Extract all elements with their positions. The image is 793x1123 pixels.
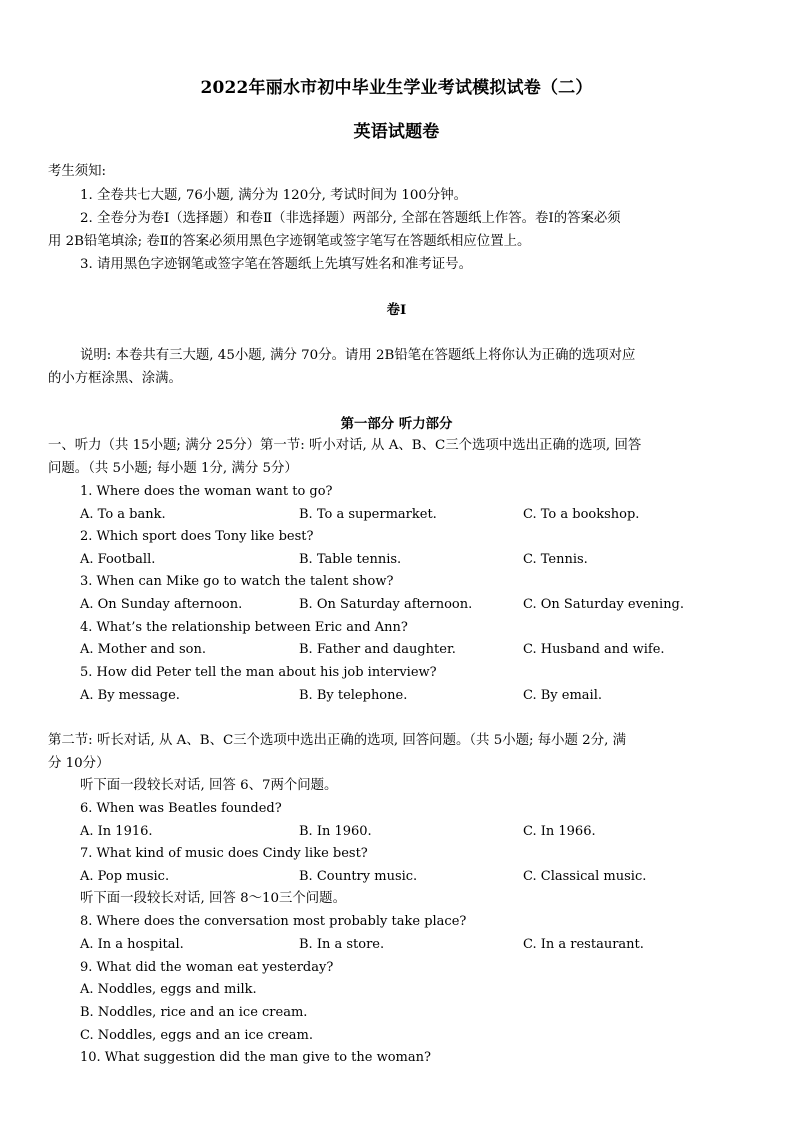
- q4-option-c: C. Husband and wife.: [523, 642, 665, 657]
- question-8: 8. Where does the conversation most probably take place?: [80, 914, 467, 929]
- part-title: 第一部分 听力部分: [340, 416, 453, 432]
- q3-option-c: C. On Saturday evening.: [523, 597, 685, 612]
- question-6: 6. When was Beatles founded?: [80, 801, 282, 816]
- q7-option-b: B. Country music.: [299, 869, 418, 884]
- notice-item-1: 1. 全卷共七大题, 76小题, 满分为 120分, 考试时间为 100分钟。: [80, 188, 468, 203]
- section2-instructions-2: 分 10分）: [48, 756, 110, 771]
- q6-option-b: B. In 1960.: [299, 824, 372, 839]
- section1-instructions-2: 问题。（共 5小题; 每小题 1分, 满分 5分）: [48, 461, 298, 476]
- q3-option-a: A. On Sunday afternoon.: [80, 597, 243, 612]
- notice-heading: 考生须知:: [48, 164, 107, 179]
- intro-questions-8-10: 听下面一段较长对话, 回答 8～10三个问题。: [80, 891, 346, 906]
- q4-option-b: B. Father and daughter.: [299, 642, 456, 657]
- q9-option-b: B. Noddles, rice and an ice cream.: [80, 1005, 308, 1020]
- question-7: 7. What kind of music does Cindy like best?: [80, 846, 368, 861]
- q2-option-a: A. Football.: [80, 552, 156, 567]
- volume-desc-1: 说明: 本卷共有三大题, 45小题, 满分 70分。请用 2B铅笔在答题纸上将你认为正确的选项对应: [80, 348, 636, 363]
- q9-option-c: C. Noddles, eggs and an ice cream.: [80, 1028, 314, 1043]
- q8-option-b: B. In a store.: [299, 937, 385, 952]
- section2-instructions-1: 第二节: 听长对话, 从 A、B、C三个选项中选出正确的选项, 回答问题。（共 5小题; 每小题 2分, 满: [48, 733, 626, 748]
- notice-item-3: 3. 请用黑色字迹钢笔或签字笔在答题纸上先填写姓名和准考证号。: [80, 257, 472, 272]
- question-9: 9. What did the woman eat yesterday?: [80, 960, 334, 975]
- volume-desc-2: 的小方框涂黑、涂满。: [48, 371, 182, 386]
- volume-title: 卷Ⅰ: [386, 302, 407, 318]
- q1-option-b: B. To a supermarket.: [299, 507, 437, 522]
- q2-option-b: B. Table tennis.: [299, 552, 402, 567]
- question-10: 10. What suggestion did the man give to the woman?: [80, 1050, 431, 1065]
- q7-option-c: C. Classical music.: [523, 869, 647, 884]
- exam-subtitle: 英语试题卷: [353, 122, 440, 142]
- q8-option-c: C. In a restaurant.: [523, 937, 644, 952]
- question-1: 1. Where does the woman want to go?: [80, 484, 333, 499]
- q5-option-b: B. By telephone.: [299, 688, 408, 703]
- q1-option-a: A. To a bank.: [80, 507, 166, 522]
- q8-option-a: A. In a hospital.: [80, 937, 184, 952]
- q2-option-c: C. Tennis.: [523, 552, 588, 567]
- q9-option-a: A. Noddles, eggs and milk.: [80, 982, 257, 997]
- notice-item-2-cont: 用 2B铅笔填涂; 卷Ⅱ的答案必须用黑色字迹钢笔或签字笔写在答题纸相应位置上。: [48, 234, 531, 249]
- question-3: 3. When can Mike go to watch the talent show?: [80, 574, 394, 589]
- q5-option-a: A. By message.: [80, 688, 180, 703]
- question-2: 2. Which sport does Tony like best?: [80, 529, 314, 544]
- question-4: 4. What’s the relationship between Eric and Ann?: [80, 620, 408, 635]
- q6-option-c: C. In 1966.: [523, 824, 596, 839]
- question-5: 5. How did Peter tell the man about his job interview?: [80, 665, 437, 680]
- exam-title: 2022年丽水市初中毕业生学业考试模拟试卷（二）: [200, 78, 593, 98]
- q6-option-a: A. In 1916.: [80, 824, 153, 839]
- q1-option-c: C. To a bookshop.: [523, 507, 640, 522]
- q7-option-a: A. Pop music.: [80, 869, 170, 884]
- notice-item-2: 2. 全卷分为卷Ⅰ（选择题）和卷Ⅱ（非选择题）两部分, 全部在答题纸上作答。卷Ⅰ的答案必须: [80, 211, 621, 226]
- q3-option-b: B. On Saturday afternoon.: [299, 597, 473, 612]
- q5-option-c: C. By email.: [523, 688, 602, 703]
- section1-instructions-1: 一、听力（共 15小题; 满分 25分）第一节: 听小对话, 从 A、B、C三个选项中选出正确的选项, 回答: [48, 438, 642, 453]
- q4-option-a: A. Mother and son.: [80, 642, 207, 657]
- intro-questions-6-7: 听下面一段较长对话, 回答 6、7两个问题。: [80, 778, 338, 793]
